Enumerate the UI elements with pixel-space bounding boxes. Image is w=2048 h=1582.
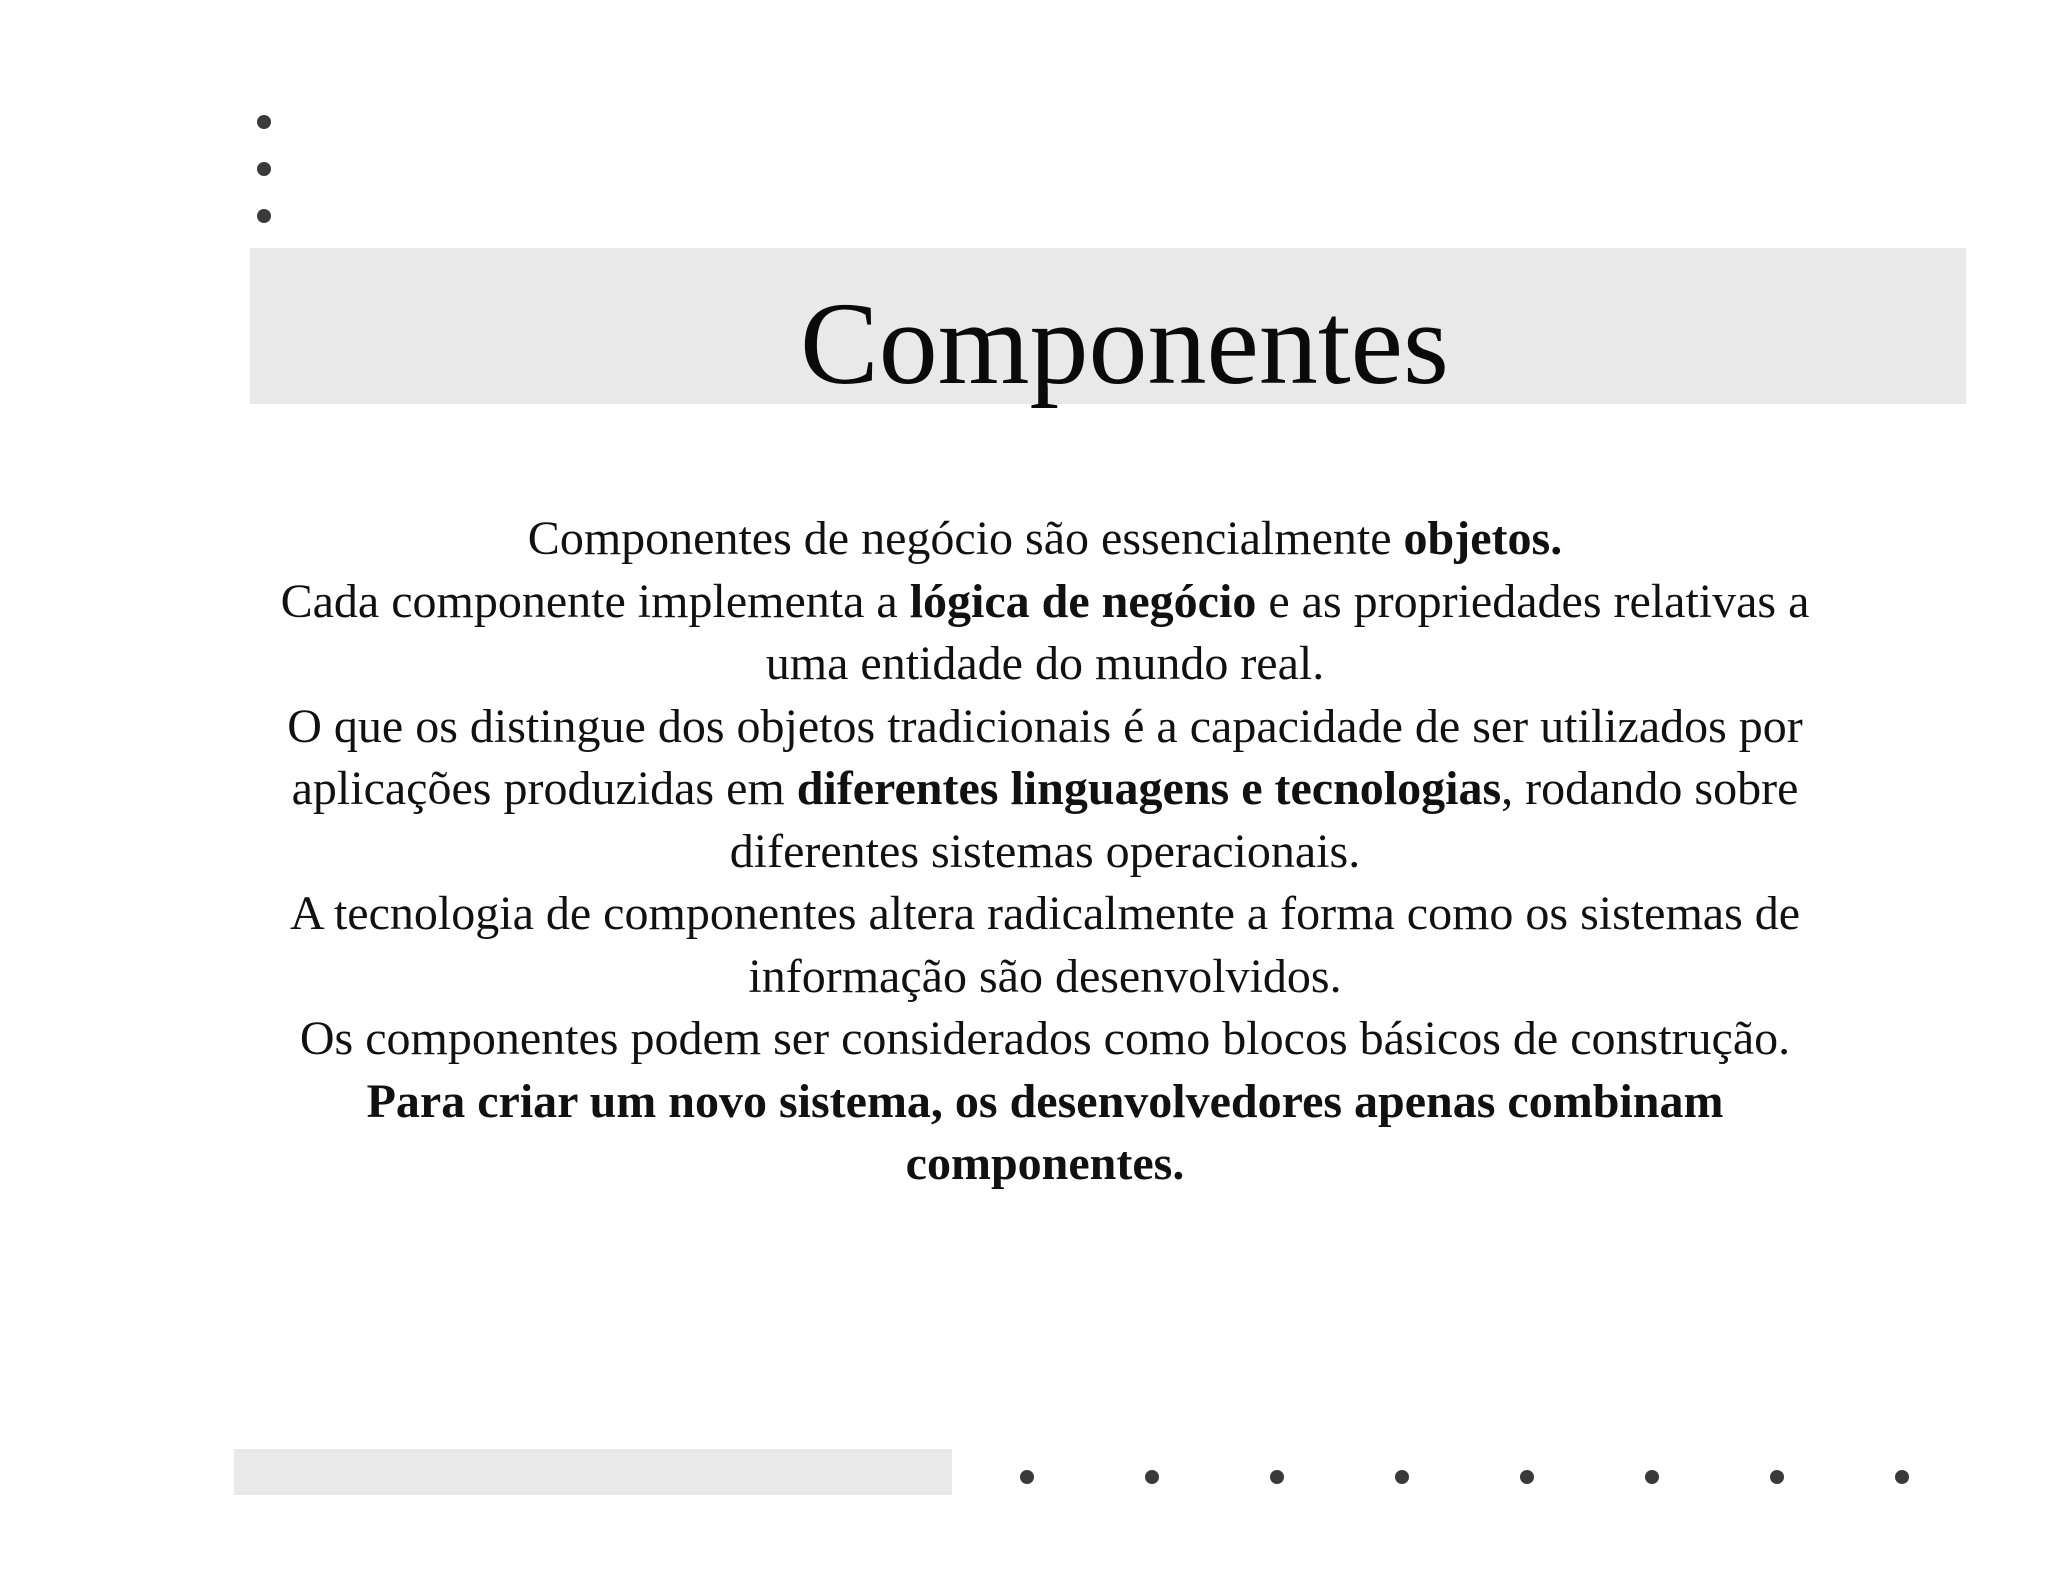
decorative-dot (1645, 1470, 1659, 1484)
paragraph-1-text: Componentes de negócio são essencialmente (527, 512, 1404, 565)
decorative-dot (257, 162, 271, 176)
paragraph-2-text-end: e as propriedades relativas a uma entidade do mundo real. (765, 574, 1810, 690)
decorative-dot (1895, 1470, 1909, 1484)
paragraph-6-bold: Para criar um novo sistema, os desenvolvedores apenas combinam componentes. (366, 1074, 1724, 1190)
body-paragraph-2 (240, 571, 1850, 696)
body-paragraph-4: A tecnologia de componentes altera radicalmente a forma como os sistemas de informação são desenvolvidos. (289, 887, 1801, 1003)
paragraph-2-text: Cada componente implementa a (280, 574, 910, 628)
paragraph-3-bold: diferentes linguagens e tecnologias (796, 762, 1502, 815)
decorative-dot (257, 209, 271, 223)
body-paragraph-5: Os componentes podem ser considerados como blocos básicos de construção. (299, 1012, 1791, 1065)
paragraph-3-text: O que os distingue dos objetos tradicionais é a capacidade de ser utilizados por aplicações produzidas em (287, 699, 1803, 815)
decorative-dot (257, 115, 271, 129)
decorative-dot (1520, 1470, 1534, 1484)
decorative-dot (1145, 1470, 1159, 1484)
body-paragraph-3 (240, 696, 1850, 884)
body-paragraph-6 (240, 1071, 1850, 1196)
footer-band (234, 1449, 952, 1495)
paragraph-1-bold: objetos. (1403, 512, 1563, 565)
slide-body (240, 508, 1850, 1196)
decorative-dot (1395, 1470, 1409, 1484)
slide-title-text: Componentes (800, 278, 1449, 409)
paragraph-2-bold: lógica de negócio (909, 574, 1257, 628)
decorative-dot (1020, 1470, 1034, 1484)
body-paragraph-1 (240, 508, 1850, 571)
slide-title (250, 248, 1966, 409)
decorative-dot (1270, 1470, 1284, 1484)
paragraph-3-text-end: , rodando sobre diferentes sistemas operacionais. (729, 762, 1799, 878)
decorative-dot (1770, 1470, 1784, 1484)
